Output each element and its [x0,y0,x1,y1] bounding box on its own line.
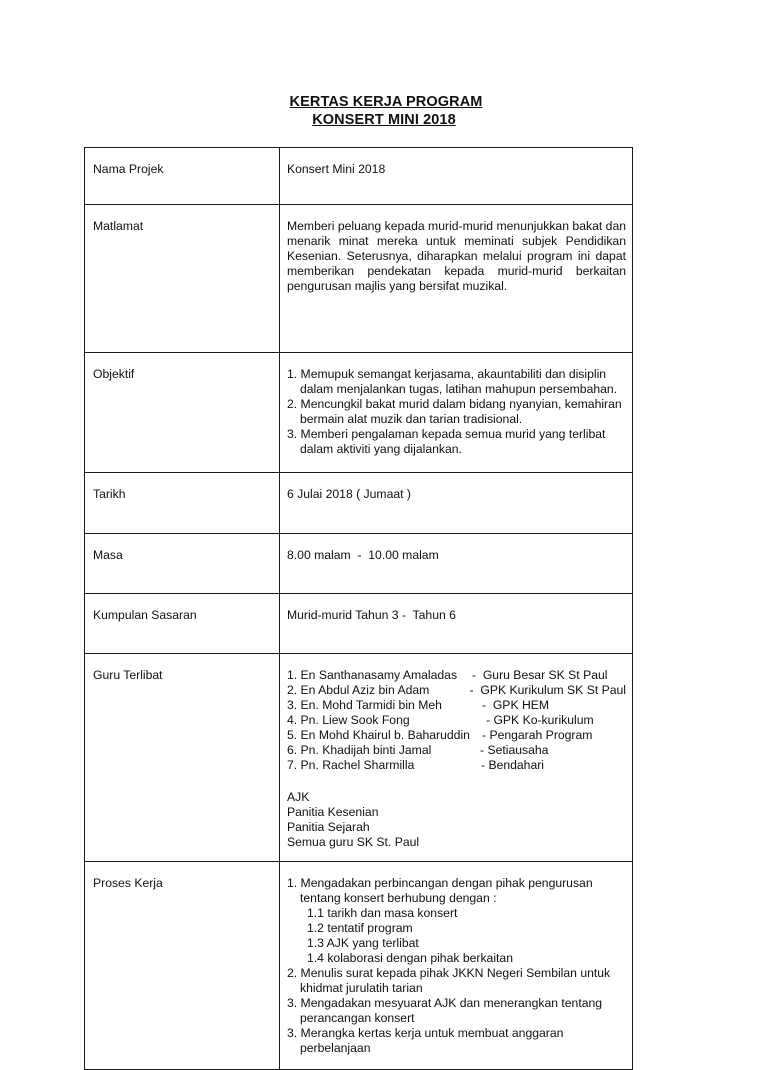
committee-item: Semua guru SK St. Paul [287,835,420,849]
table-row [85,594,633,654]
teacher-name: 1. En Santhanasamy Amaladas [287,668,458,682]
program-table [84,147,633,1070]
teacher-name: 4. Pn. Liew Sook Fong [287,713,410,727]
row-label: Nama Projek [85,148,280,205]
teacher-role: - Guru Besar SK St Paul [472,668,608,682]
work-process-cell [280,862,633,1070]
teachers-cell [280,654,633,862]
teacher-item [287,758,626,773]
teacher-item [287,728,626,743]
committee-list [287,790,626,850]
teacher-role: - Bendahari [481,758,545,772]
teacher-role: - Pengarah Program [482,728,593,742]
process-step: 3. Merangka kertas kerja untuk membuat anggaran perbelanjaan [287,1026,564,1055]
project-name-value: Konsert Mini 2018 [280,148,633,205]
row-label: Masa [85,534,280,594]
objective-item: 3. Memberi pengalaman kepada semua murid yang terlibat dalam aktiviti yang dijalankan. [287,427,606,456]
teacher-item [287,743,626,758]
process-step: 1. Mengadakan perbincangan dengan pihak pengurusan tentang konsert berhubung dengan : [287,876,593,905]
objectives-cell [280,353,633,473]
table-row [85,205,633,353]
teacher-item [287,668,626,683]
committee-item: Panitia Kesenian [287,805,379,819]
goal-text: Memberi peluang kepada murid-murid menunjukkan bakat dan menarik minat mereka untuk meminati subjek Pendidikan Kesenian. Seterusnya, diharapkan melalui program ini dapat memberikan pendekatan kepada murid-murid berkaitan pengurusan majlis yang bersifat muzikal. [287,219,626,293]
table-row [85,353,633,473]
row-label: Tarikh [85,473,280,534]
objective-item: 1. Memupuk semangat kerjasama, akauntabiliti dan disiplin dalam menjalankan tugas, latihan mahupun persembahan. [287,367,618,396]
document-title: KERTAS KERJA PROGRAM [289,94,483,110]
teacher-item [287,713,626,728]
row-label: Guru Terlibat [85,654,280,862]
committee-item: AJK [287,790,310,804]
target-group-text: Murid-murid Tahun 3 - Tahun 6 [287,608,456,622]
teacher-name: 7. Pn. Rachel Sharmilla [287,758,415,772]
table-row [85,654,633,862]
teacher-name: 2. En Abdul Aziz bin Adam [287,683,430,697]
teacher-role: - GPK Kurikulum SK St Paul [469,683,626,697]
teacher-item [287,683,626,698]
process-substep: 1.4 kolaborasi dengan pihak berkaitan [307,951,513,965]
row-label: Objektif [85,353,280,473]
teacher-role: - GPK HEM [482,698,550,712]
date-value: 6 Julai 2018 ( Jumaat ) [280,473,633,534]
process-substep: 1.3 AJK yang terlibat [307,936,419,950]
table-row [85,534,633,594]
objective-item: 2. Mencungkil bakat murid dalam bidang nyanyian, kemahiran bermain alat muzik dan tarian tradisional. [287,397,622,426]
table-row [85,862,633,1070]
row-label: Matlamat [85,205,280,353]
row-label: Kumpulan Sasaran [85,594,280,654]
teacher-role: - GPK Ko-kurikulum [486,713,594,727]
target-group-value [280,594,633,654]
time-text: 8.00 malam - 10.00 malam [287,548,439,562]
table-row [85,148,633,205]
teacher-name: 3. En. Mohd Tarmidi bin Meh [287,698,442,712]
teacher-name: 5. En Mohd Khairul b. Baharuddin [287,728,470,742]
teacher-role: - Setiausaha [480,743,549,757]
committee-item: Panitia Sejarah [287,820,370,834]
document-subtitle: KONSERT MINI 2018 [312,112,456,128]
time-value [280,534,633,594]
goal-cell [280,205,633,353]
process-substep: 1.2 tentatif program [307,921,413,935]
process-substep: 1.1 tarikh dan masa konsert [307,906,458,920]
table-row [85,473,633,534]
process-step: 2. Menulis surat kepada pihak JKKN Negeri Sembilan untuk khidmat jurulatih tarian [287,966,611,995]
row-label: Proses Kerja [85,862,280,1070]
process-step: 3. Mengadakan mesyuarat AJK dan menerangkan tentang perancangan konsert [287,996,603,1025]
teacher-item [287,698,626,713]
teacher-name: 6. Pn. Khadijah binti Jamal [287,743,432,757]
